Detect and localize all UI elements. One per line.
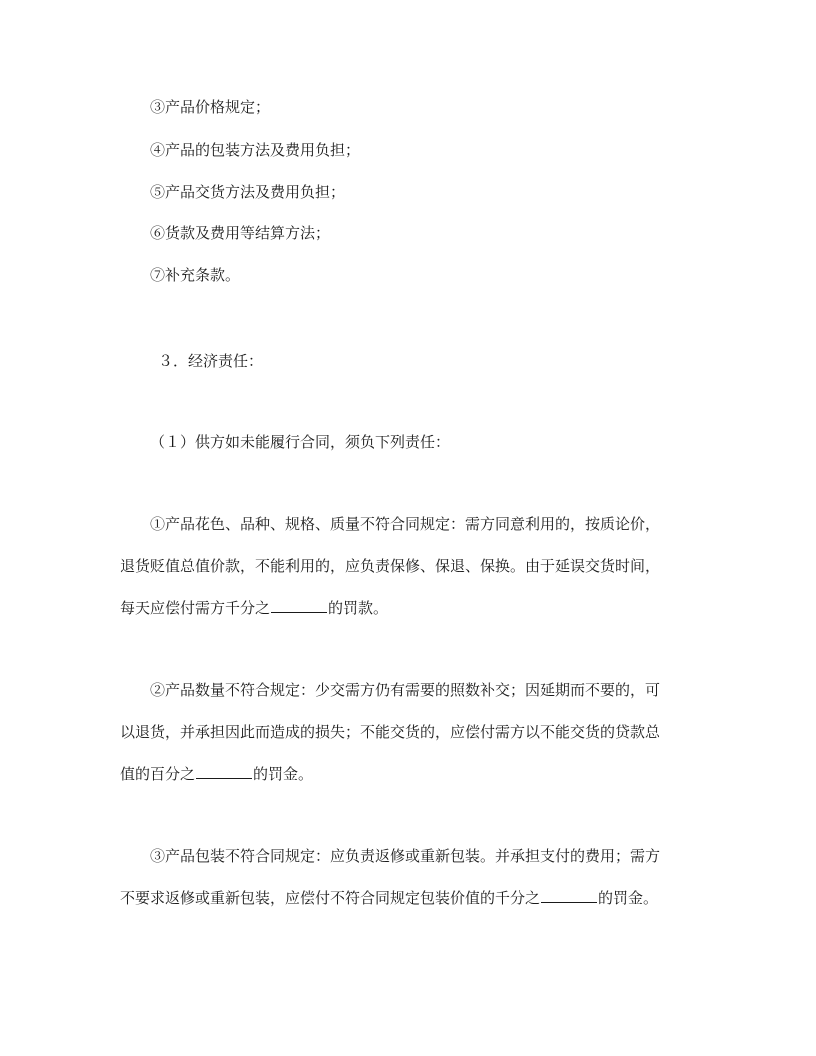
paragraph-line <box>120 598 696 618</box>
paragraph-line: 以退货，并承担因此而造成的损失；不能交货的，应偿付需方以不能交货的贷款总 <box>120 723 661 741</box>
item-delivery-cost: ⑤产品交货方法及费用负担； <box>150 183 346 201</box>
item-price-rules: ③产品价格规定； <box>150 98 271 116</box>
text-fragment: 值的百分之 <box>120 765 196 783</box>
item-supplementary-terms: ⑦补充条款。 <box>150 266 241 284</box>
text-fragment: 的罚款。 <box>328 599 389 617</box>
fill-in-blank <box>271 598 327 613</box>
subsection-heading-supplier-liability: （１）供方如未能履行合同，须负下列责任： <box>150 433 451 451</box>
text-fragment: 不要求返修或重新包装，应偿付不符合同规定包装价值的千分之 <box>120 889 541 907</box>
item-settlement-method: ⑥货款及费用等结算方法； <box>150 224 331 242</box>
paragraph-line: ③产品包装不符合同规定：应负责返修或重新包装。并承担支付的费用；需方 <box>150 847 661 865</box>
fill-in-blank <box>541 888 597 903</box>
text-fragment: 的罚金。 <box>253 765 314 783</box>
item-packaging-cost: ④产品的包装方法及费用负担； <box>150 141 361 159</box>
paragraph-line: ②产品数量不符合规定：少交需方仍有需要的照数补交；因延期而不要的，可 <box>150 681 661 699</box>
text-fragment: 每天应偿付需方千分之 <box>120 599 271 617</box>
paragraph-line: ①产品花色、品种、规格、质量不符合同规定：需方同意利用的，按质论价， <box>150 515 661 533</box>
paragraph-line <box>120 888 696 908</box>
section-heading-economic-liability: ３．经济责任： <box>158 352 264 370</box>
fill-in-blank <box>196 764 252 779</box>
paragraph-line: 退货贬值总值价款，不能利用的，应负责保修、保退、保换。由于延误交货时间， <box>120 557 661 575</box>
paragraph-line <box>120 764 696 784</box>
text-fragment: 的罚金。 <box>598 889 659 907</box>
